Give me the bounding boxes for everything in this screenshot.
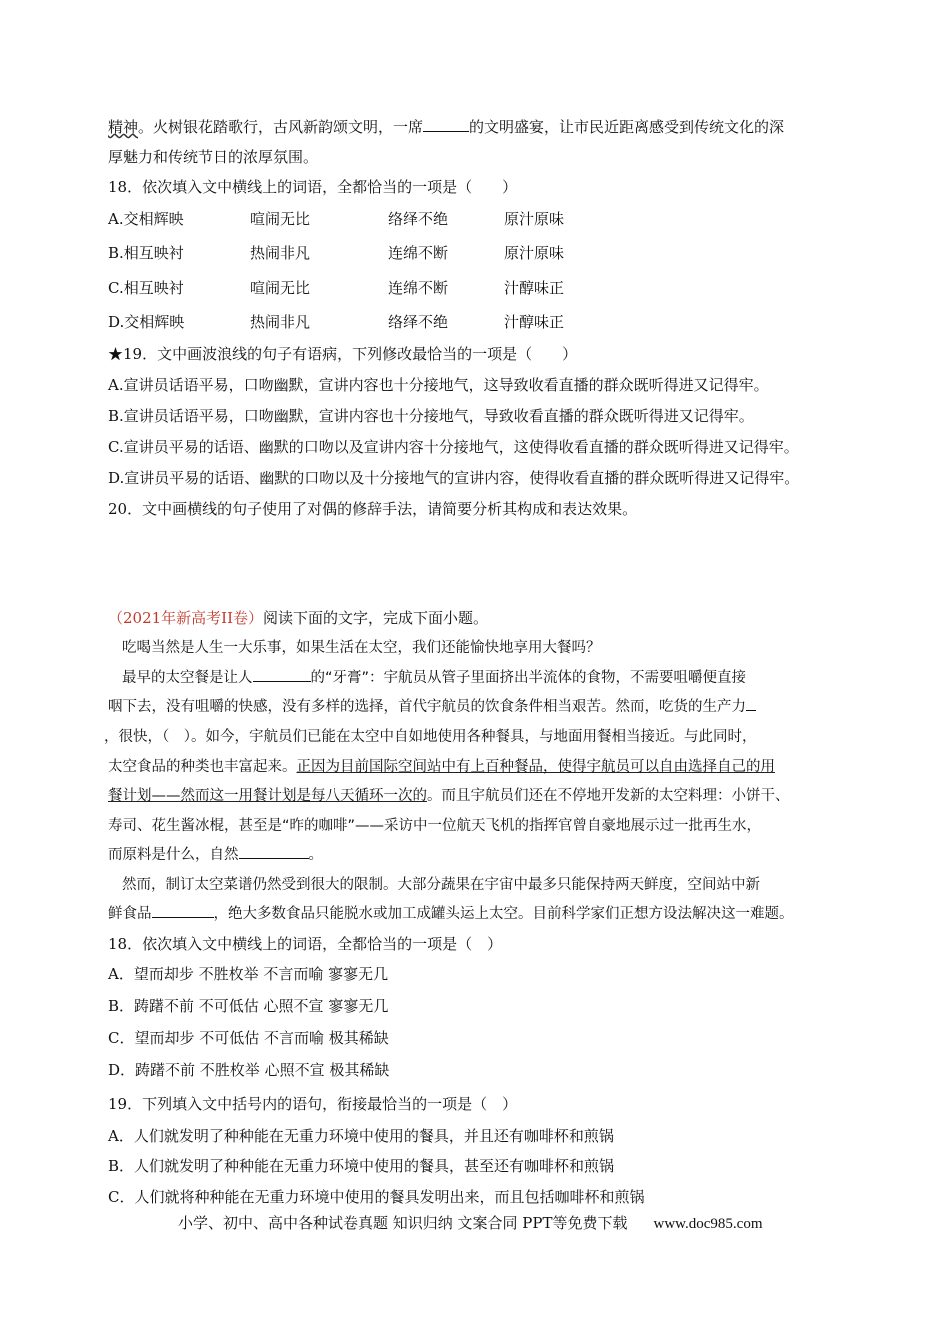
passage-line: 然而，制订太空菜谱仍然受到很大的限制。大部分蔬果在宇宙中最多只能保持两天鲜度，空间站中新 <box>122 877 760 893</box>
q18-option-d: D.交相辉映 热闹非凡 络绎不绝 汁醇味正 <box>108 313 565 331</box>
question-18: 18．依次填入文中横线上的词语，全都恰当的一项是（ ） <box>108 178 518 196</box>
fill-blank <box>423 117 469 132</box>
passage-line: 最早的太空餐是让人 的“牙膏”：宇航员从管子里面挤出半流体的食物，不需要咀嚼便直接 <box>122 667 746 689</box>
footer-site-link[interactable]: www.doc985.com <box>653 1216 763 1232</box>
q19-option-a: A.宣讲员话语平易，口吻幽默，宣讲内容也十分接地气，这导致收看直播的群众既听得进又记得牢。 <box>108 376 769 394</box>
question-19: 19．下列填入文中括号内的语句，衔接最恰当的一项是（ ） <box>108 1095 518 1113</box>
page-footer <box>178 1212 763 1233</box>
passage-line: 寿司、花生酱冰棍，甚至是“昨的咖啡”——采访中一位航天飞机的指挥官曾自豪地展示过一批再生水， <box>108 818 762 834</box>
underlined-sentence: 餐计划——然而这一用餐计划是每八天循环一次的 <box>108 788 427 804</box>
question-18: 18．依次填入文中横线上的词语，全都恰当的一项是（ ） <box>108 935 503 953</box>
q19-option-b: B．人们就发明了种种能在无重力环境中使用的餐具，甚至还有咖啡杯和煎锅 <box>108 1157 615 1175</box>
underlined-sentence: 正因为目前国际空间站中有上百种餐品，使得宇航员可以自由选择自己的用 <box>296 759 775 775</box>
q18-option-b: B．踌躇不前 不可低估 心照不宣 寥寥无几 <box>108 997 389 1015</box>
fill-blank <box>239 844 309 859</box>
passage-line: 餐计划——然而这一用餐计划是每八天循环一次的。而且宇航员们还在不停地开发新的太空料理：小饼干、 <box>108 788 790 804</box>
passage-line: ，很快，（ ）。如今，宇航员们已能在太空中自如地使用各种餐具，与地面用餐相当接近。与此同时， <box>104 729 757 745</box>
fill-blank <box>253 667 311 682</box>
q18-option-d: D．踌躇不前 不胜枚举 心照不宣 极其稀缺 <box>108 1061 390 1079</box>
passage-line: 太空食品的种类也丰富起来。正因为目前国际空间站中有上百种餐品，使得宇航员可以自由选择自己的用 <box>108 759 775 775</box>
q18-option-a: A.交相辉映 喧闹无比 络绎不绝 原汁原味 <box>108 210 565 228</box>
passage-line: 精神。火树银花踏歌行，古风新韵颂文明，一席 的文明盛宴，让市民近距离感受到传统文化的深 <box>108 118 785 136</box>
question-19: ★19．文中画波浪线的句子有语病，下列修改最恰当的一项是（ ） <box>108 345 578 363</box>
question-20: 20．文中画横线的句子使用了对偶的修辞手法，请简要分析其构成和表达效果。 <box>108 500 638 518</box>
passage-line: 而原料是什么，自然 。 <box>108 844 323 866</box>
q18-option-a: A．望而却步 不胜枚举 不言而喻 寥寥无几 <box>108 965 389 983</box>
passage-line: 鲜食品 ，绝大多数食品只能脱水或加工成罐头运上太空。目前科学家们正想方设法解决这一难题。 <box>108 903 794 925</box>
q19-option-c: C.宣讲员平易的话语、幽默的口吻以及宣讲内容十分接地气，这使得收看直播的群众既听得进又记得牢。 <box>108 438 799 456</box>
wavy-text: 精神 <box>108 118 139 136</box>
section-header: （2021年新高考II卷）阅读下面的文字，完成下面小题。 <box>108 609 489 627</box>
source-label: （2021年新高考II卷） <box>108 609 264 627</box>
footer-text: 小学、初中、高中各种试卷真题 知识归纳 文案合同 PPT等免费下载 <box>178 1214 628 1232</box>
passage-p1: 吃喝当然是人生一大乐事，如果生活在太空，我们还能愉快地享用大餐吗？ <box>122 640 601 656</box>
q19-option-d: D.宣讲员平易的话语、幽默的口吻以及十分接地气的宣讲内容，使得收看直播的群众既听得进又记得牢。 <box>108 469 800 487</box>
fill-blank <box>152 903 214 918</box>
fill-blank <box>746 696 756 711</box>
q18-option-c: C．望而却步 不可低估 不言而喻 极其稀缺 <box>108 1029 389 1047</box>
q18-option-c: C.相互映衬 喧闹无比 连绵不断 汁醇味正 <box>108 279 565 297</box>
q19-option-c: C．人们就将种种能在无重力环境中使用的餐具发明出来，而且包括咖啡杯和煎锅 <box>108 1188 645 1206</box>
q19-option-b: B.宣讲员话语平易，口吻幽默，宣讲内容也十分接地气，导致收看直播的群众既听得进又记得牢。 <box>108 407 754 425</box>
passage-line: 咽下去，没有咀嚼的快感，没有多样的选择，首代宇航员的饮食条件相当艰苦。然而，吃货的生产力 <box>108 696 756 718</box>
q18-option-b: B.相互映衬 热闹非凡 连绵不断 原汁原味 <box>108 244 565 262</box>
q19-option-a: A．人们就发明了种种能在无重力环境中使用的餐具，并且还有咖啡杯和煎锅 <box>108 1127 614 1145</box>
passage-line: 厚魅力和传统节日的浓厚氛围。 <box>108 148 319 166</box>
